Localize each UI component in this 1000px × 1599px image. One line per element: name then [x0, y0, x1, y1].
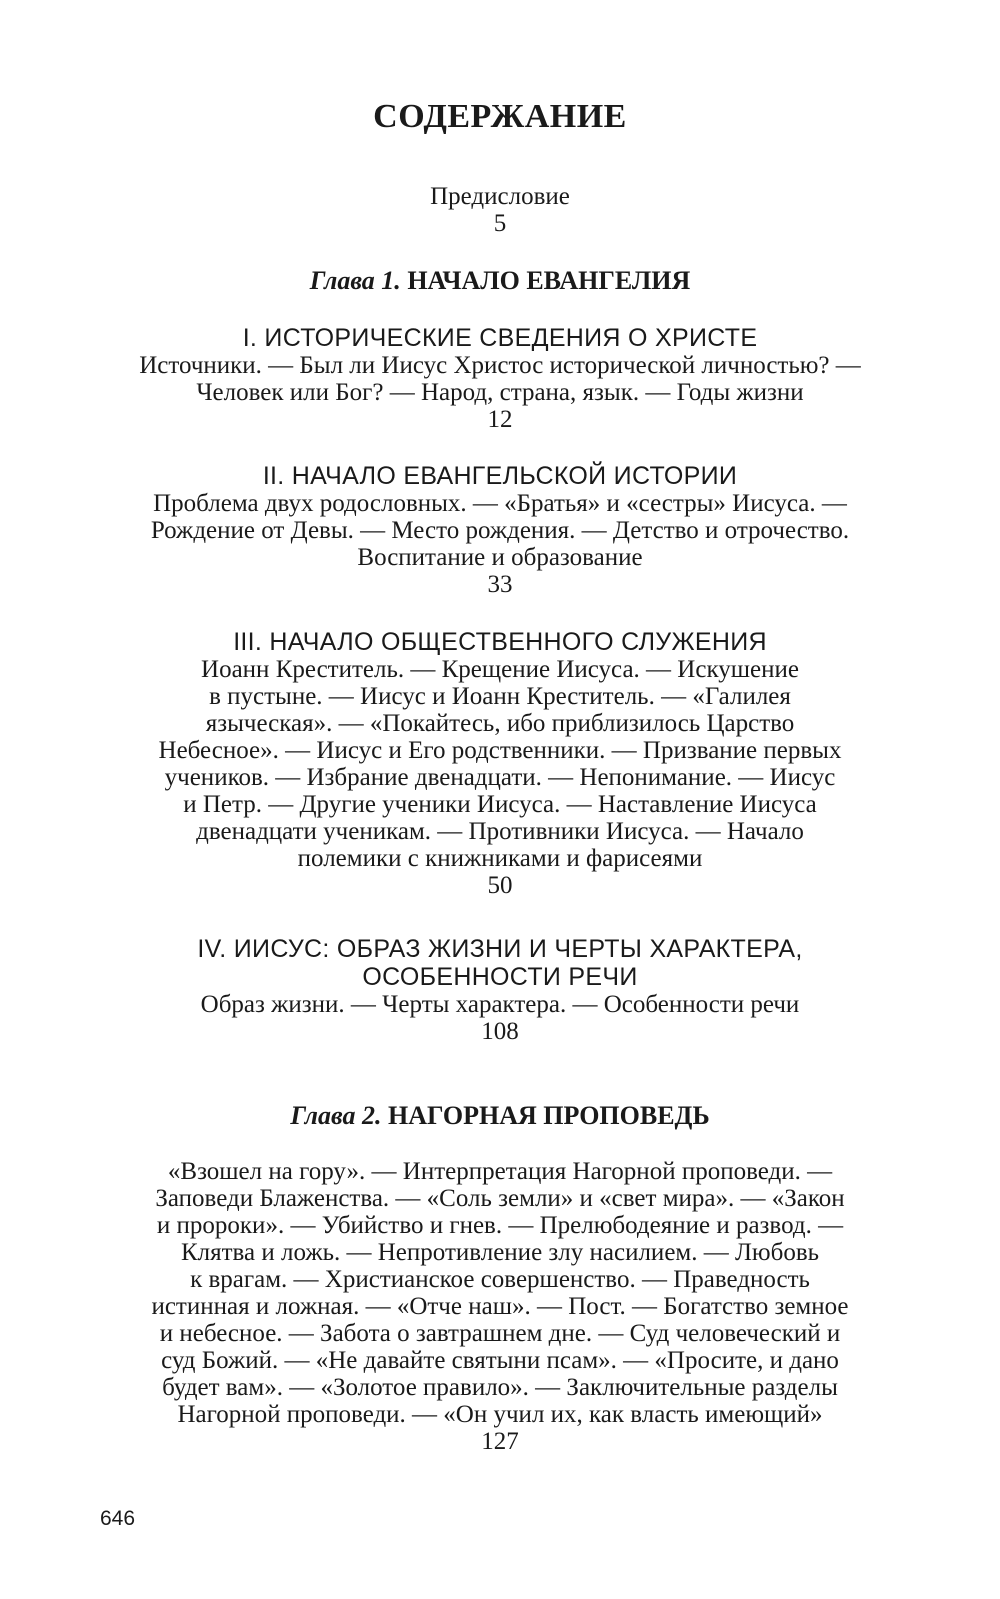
section-summary-line: Небесное». — Иисус и Его родственники. — Призвание первых — [158, 737, 842, 764]
section-summary-line: Проблема двух родословных. — «Братья» и «сестры» Иисуса. — — [153, 490, 847, 517]
section-summary-line: Источники. — Был ли Иисус Христос исторической личностью? — — [139, 352, 861, 379]
section-summary-line: в пустыне. — Иисус и Иоанн Креститель. — «Галилея — [209, 683, 791, 710]
chapter-summary-line: будет вам». — «Золотое правило». — Заключительные разделы — [162, 1374, 838, 1401]
page-number: 108 — [481, 1018, 519, 1045]
chapter-summary-line: Заповеди Блаженства. — «Соль земли» и «свет мира». — «Закон — [155, 1185, 845, 1212]
entry-label: Предисловие — [430, 183, 570, 210]
page-title: СОДЕРЖАНИЕ — [373, 98, 627, 135]
section-summary-line: Образ жизни. — Черты характера. — Особенности речи — [200, 991, 800, 1018]
toc-entry-preface — [100, 183, 900, 237]
section-summary-line: учеников. — Избрание двенадцати. — Непонимание. — Иисус — [164, 764, 836, 791]
toc-section-1 — [100, 324, 900, 433]
section-title: III. НАЧАЛО ОБЩЕСТВЕННОГО СЛУЖЕНИЯ — [233, 628, 767, 656]
section-summary-line: полемики с книжниками и фарисеями — [297, 845, 703, 872]
toc-section-3 — [100, 628, 900, 899]
chapter-summary-line: Нагорной проповеди. — «Он учил их, как власть имеющий» — [177, 1401, 823, 1428]
chapter-summary-line: Клятва и ложь. — Непротивление злу насилием. — Любовь — [180, 1239, 820, 1266]
chapter-heading-2 — [0, 1101, 1000, 1131]
section-summary-line: языческая». — «Покайтесь, ибо приблизилось Царство — [205, 710, 795, 737]
section-title: I. ИСТОРИЧЕСКИЕ СВЕДЕНИЯ О ХРИСТЕ — [242, 324, 758, 352]
page-number: 50 — [487, 872, 513, 899]
section-summary-line: Рождение от Девы. — Место рождения. — Детство и отрочество. — [150, 517, 850, 544]
page-number: 33 — [487, 571, 513, 598]
chapter-summary-line: и пророки». — Убийство и гнев. — Прелюбодеяние и развод. — — [156, 1212, 844, 1239]
section-title: II. НАЧАЛО ЕВАНГЕЛЬСКОЙ ИСТОРИИ — [262, 462, 738, 490]
toc-section-2 — [100, 462, 900, 598]
chapter-heading-1 — [0, 266, 1000, 296]
toc-chapter-2-summary — [100, 1158, 900, 1455]
toc-section-4 — [100, 935, 900, 1045]
page-number: 5 — [493, 210, 507, 237]
section-summary-line: Воспитание и образование — [357, 544, 643, 571]
chapter-label: Глава 1. — [309, 266, 401, 295]
section-summary-line: двенадцати ученикам. — Противники Иисуса. — Начало — [196, 818, 804, 845]
chapter-summary-line: истинная и ложная. — «Отче наш». — Пост. — Богатство земное — [151, 1293, 849, 1320]
section-summary-line: и Петр. — Другие ученики Иисуса. — Наставление Иисуса — [183, 791, 817, 818]
page-number: 127 — [481, 1428, 519, 1455]
section-title-continued: ОСОБЕННОСТИ РЕЧИ — [362, 963, 638, 991]
page-number: 12 — [487, 406, 513, 433]
section-title: IV. ИИСУС: ОБРАЗ ЖИЗНИ И ЧЕРТЫ ХАРАКТЕРА, — [197, 935, 803, 963]
chapter-name: НАЧАЛО ЕВАНГЕЛИЯ — [407, 266, 691, 295]
chapter-name: НАГОРНАЯ ПРОПОВЕДЬ — [387, 1101, 710, 1130]
chapter-summary-line: суд Божий. — «Не давайте святыни псам». — «Просите, и дано — [161, 1347, 839, 1374]
folio-page-number: 646 — [100, 1507, 136, 1530]
chapter-label: Глава 2. — [290, 1101, 382, 1130]
chapter-summary-line: и небесное. — Забота о завтрашнем дне. — Суд человеческий и — [159, 1320, 841, 1347]
chapter-summary-line: к врагам. — Христианское совершенство. — Праведность — [190, 1266, 810, 1293]
chapter-summary-line: «Взошел на гору». — Интерпретация Нагорной проповеди. — — [167, 1158, 833, 1185]
section-summary-line: Человек или Бог? — Народ, страна, язык. — Годы жизни — [196, 379, 804, 406]
section-summary-line: Иоанн Креститель. — Крещение Иисуса. — Искушение — [201, 656, 799, 683]
